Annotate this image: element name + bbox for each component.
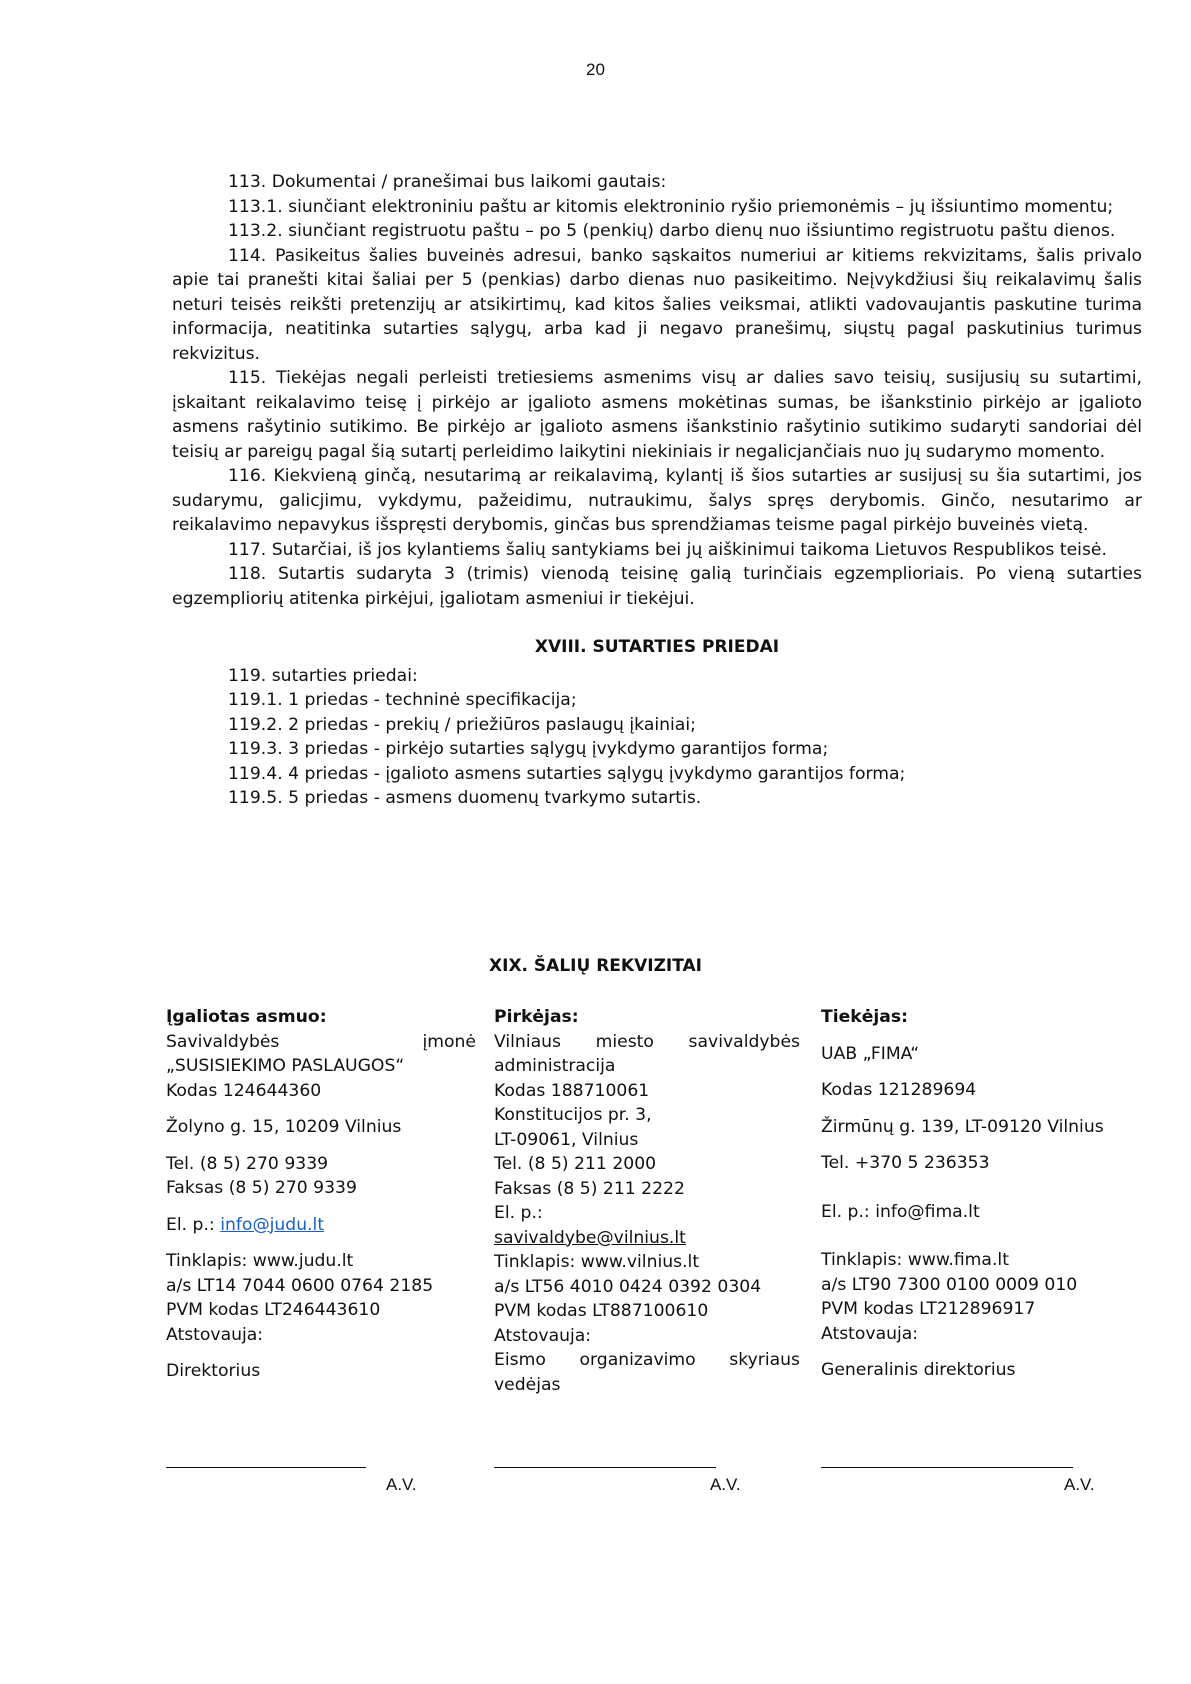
party-name-line2: „SUSISIEKIMO PASLAUGOS“	[166, 1056, 405, 1076]
party-website: Tinklapis: www.vilnius.lt	[494, 1252, 700, 1272]
party-vat: PVM kodas LT246443610	[166, 1300, 381, 1320]
party-name: UAB „FIMA“	[821, 1043, 920, 1064]
party-tel: Tel. (8 5) 211 2000	[494, 1154, 657, 1174]
party-address: Žirmūnų g. 139, LT-09120 Vilnius	[821, 1116, 1104, 1137]
email-label: El. p.:	[494, 1203, 543, 1223]
appendix-item: 119.4. 4 priedas - įgalioto asmens sutarties sąlygų įvykdymo garantijos forma;	[228, 763, 906, 784]
clause-115: 115. Tiekėjas negali perleisti tretiesiems asmenims visų ar dalies savo teisių, susijusių su sutartimi, įskaitant reikalavimo teisę į pirkėjo ar įgalioto asmens mokėtinas sumas, be išankstinio pirkėjo ar įgalioto asmens rašytinio sutikimo. Be pirkėjo ar įgalioto asmens išankstinio rašytinio sutikimo sudaryti sandoriai dėl teisių ar pareigų pagal šią sutartį perleidimo laikytini niekiniais ir negalicjančiais nuo jų sudarymo momento.	[172, 368, 1142, 462]
party-representative: Direktorius	[166, 1361, 261, 1381]
email-link[interactable]: savivaldybe@vilnius.lt	[494, 1227, 686, 1248]
section-xviii-heading: XVIII. SUTARTIES PRIEDAI	[534, 637, 780, 657]
party-title: Tiekėjas:	[821, 1007, 908, 1027]
clause-113-2: 113.2. siunčiant registruotu paštu – po 5 (penkių) darbo dienų nuo išsiuntimo registruotu paštu dienos.	[228, 221, 1116, 241]
party-account: a/s LT90 7300 0100 0009 010	[821, 1274, 1078, 1295]
page-number: 20	[586, 60, 605, 79]
party-represented-label: Atstovauja:	[166, 1324, 264, 1345]
clause-114: 114. Pasikeitus šalies buveinės adresui, banko sąskaitos numeriui ar kitiems rekvizitams, šalis privalo apie tai pranešti kitai šaliai per 5 (penkias) darbo dienas nuo pasikeitimo. Neįvykdžiusi šių reikalavimų šalis neturi teisės reikšti pretenzijų ar atsikirtimų, kad kitos šalies veiksmai, atlikti vadovaujantis paskutine turima informacija, neatitinka sutarties sąlygų, arba kad ji negavo pranešimų, siųstų pagal paskutinius turimus rekvizitus.	[172, 245, 1142, 364]
clause-113: 113. Dokumentai / pranešimai bus laikomi gautais:	[228, 172, 667, 192]
signature-line-supplier	[821, 1467, 1073, 1468]
clause-118: 118. Sutartis sudaryta 3 (trimis) vienodą teisinę galią turinčiais egzemplioriais. Po vieną sutarties egzempliorių atitenka pirkėjui, įgaliotam asmeniui ir tiekėjui.	[172, 564, 1142, 609]
party-name-line1: Savivaldybės įmonė	[166, 1031, 476, 1052]
signature-line-buyer	[494, 1467, 716, 1468]
party-name-line1: Vilniaus miesto savivaldybės	[494, 1031, 800, 1052]
party-address-line2: LT-09061, Vilnius	[494, 1129, 639, 1150]
email-label: El. p.:	[166, 1214, 215, 1235]
stamp-label: A.V.	[1064, 1475, 1095, 1494]
clause-116: 116. Kiekvieną ginčą, nesutarimą ar reikalavimą, kylantį iš šios sutarties ar susijusį su šia sutartimi, jos sudarymu, galicjimu, vykdymu, pažeidimu, nutraukimu, šalys spręs derybomis. Ginčo, nesutarimo ar reikalavimo nepavykus išspręsti derybomis, ginčas bus sprendžiamas teisme pagal pirkėjo buveinės vietą.	[172, 466, 1142, 535]
stamp-label: A.V.	[386, 1475, 417, 1494]
party-supplier	[821, 1005, 1151, 1383]
party-name-line2: administracija	[494, 1056, 616, 1076]
appendix-item: 119.2. 2 priedas - prekių / priežiūros paslaugų įkainiai;	[228, 714, 696, 735]
appendix-item: 119. sutarties priedai:	[228, 665, 418, 686]
party-tel: Tel. (8 5) 270 9339	[166, 1153, 329, 1174]
party-representative-line2: vedėjas	[494, 1374, 561, 1395]
party-represented-label: Atstovauja:	[494, 1325, 592, 1346]
party-email: El. p.: info@fima.lt	[821, 1201, 980, 1222]
party-code: Kodas 121289694	[821, 1080, 977, 1100]
appendix-item: 119.3. 3 priedas - pirkėjo sutarties sąlygų įvykdymo garantijos forma;	[228, 739, 829, 759]
party-fax: Faksas (8 5) 270 9339	[166, 1178, 357, 1198]
appendix-item: 119.1. 1 priedas - techninė specifikacija;	[228, 690, 577, 710]
party-representative: Generalinis direktorius	[821, 1360, 1016, 1380]
party-title: Pirkėjas:	[494, 1007, 579, 1027]
party-title: Įgaliotas asmuo:	[166, 1007, 327, 1027]
party-represented-label: Atstovauja:	[821, 1323, 919, 1344]
clause-113-1: 113.1. siunčiant elektroniniu paštu ar kitomis elektroninio ryšio priemonėmis – jų išsiuntimo momentu;	[228, 196, 1114, 217]
party-authorized-person	[166, 1005, 476, 1384]
party-email-row	[166, 1213, 476, 1238]
appendix-list	[172, 664, 1142, 811]
contract-body	[172, 170, 1142, 811]
email-link[interactable]: info@judu.lt	[220, 1214, 325, 1235]
party-website: Tinklapis: www.judu.lt	[166, 1251, 354, 1271]
party-representative-line1: Eismo organizavimo skyriaus	[494, 1350, 800, 1370]
party-vat: PVM kodas LT212896917	[821, 1299, 1036, 1319]
party-account: a/s LT56 4010 0424 0392 0304	[494, 1276, 762, 1297]
party-fax: Faksas (8 5) 211 2222	[494, 1178, 685, 1199]
party-code: Kodas 124644360	[166, 1080, 322, 1101]
appendix-item: 119.5. 5 priedas - asmens duomenų tvarkymo sutartis.	[228, 788, 702, 808]
party-account: a/s LT14 7044 0600 0764 2185	[166, 1275, 434, 1296]
section-xix-heading: XIX. ŠALIŲ REKVIZITAI	[489, 956, 702, 976]
party-tel: Tel. +370 5 236353	[821, 1153, 990, 1173]
party-website: Tinklapis: www.fima.lt	[821, 1250, 1009, 1270]
party-buyer	[494, 1005, 800, 1397]
signature-line-authorized	[166, 1467, 366, 1468]
party-address: Žolyno g. 15, 10209 Vilnius	[166, 1117, 402, 1137]
party-address-line1: Konstitucijos pr. 3,	[494, 1105, 652, 1125]
stamp-label: A.V.	[710, 1475, 741, 1494]
clause-117: 117. Sutarčiai, iš jos kylantiems šalių santykiams bei jų aiškinimui taikoma Lietuvos Respublikos teisė.	[228, 539, 1107, 560]
party-code: Kodas 188710061	[494, 1080, 650, 1101]
party-vat: PVM kodas LT887100610	[494, 1301, 709, 1321]
